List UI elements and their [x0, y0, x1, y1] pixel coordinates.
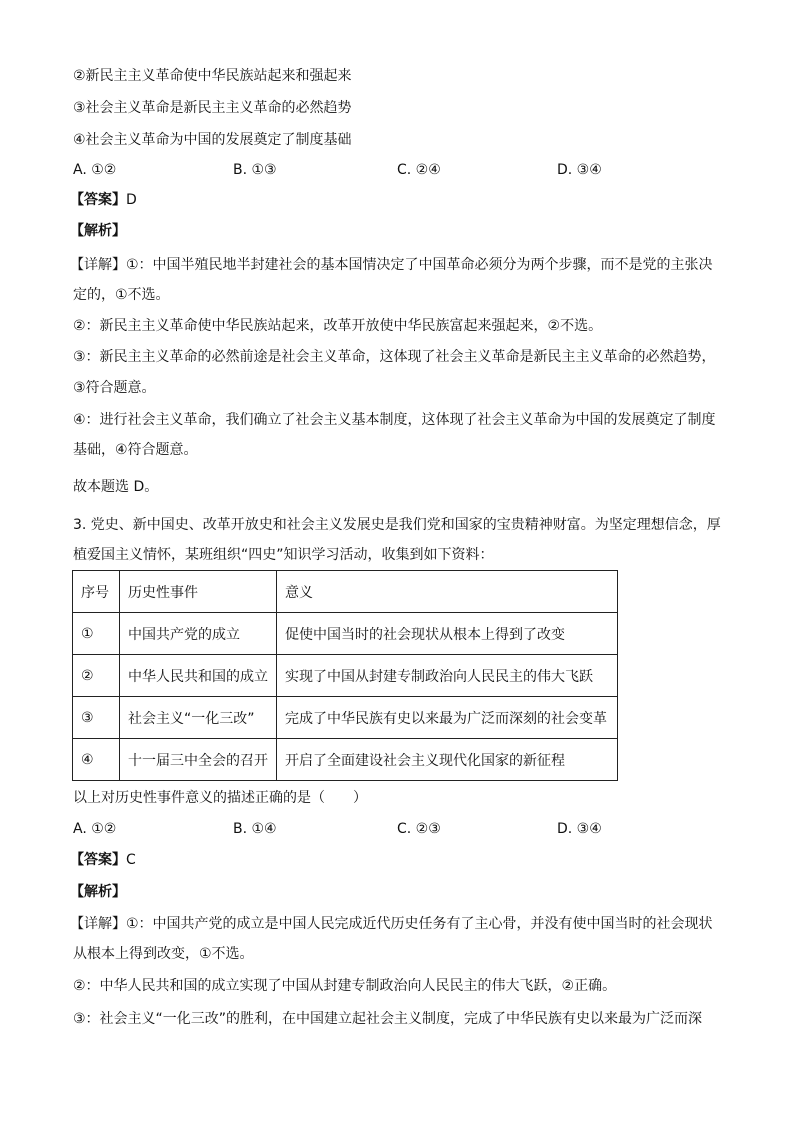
- q3-detail-line: 【详解】①：中国共产党的成立是中国人民完成近代历史任务有了主心骨，并没有使中国当时的社会现状: [70, 916, 713, 932]
- q2-option-d: D. ③④: [557, 162, 602, 178]
- table-row: [73, 655, 618, 697]
- q2-detail-line: 基础，④符合题意。: [73, 442, 198, 458]
- table-header-cell: 意义: [277, 571, 618, 613]
- q3-detail-line: ②：中华人民共和国的成立实现了中国从封建专制政治向人民民主的伟大飞跃，②正确。: [73, 978, 617, 994]
- q3-stem-line: 植爱国主义情怀，某班组织“四史”知识学习活动，收集到如下资料：: [73, 547, 494, 563]
- q2-option-b: B. ①③: [233, 162, 277, 178]
- table-header-cell: 序号: [73, 571, 120, 613]
- q2-detail-line: 【详解】①：中国半殖民地半封建社会的基本国情决定了中国革命必须分为两个步骤，而不是党的主张决: [70, 257, 713, 273]
- table-cell: ①: [73, 613, 120, 655]
- q3-answer-label: 【答案】: [70, 852, 126, 868]
- q3-answer-value: C: [126, 852, 136, 868]
- q3-option-d: D. ③④: [557, 821, 602, 837]
- q3-option-b: B. ①④: [233, 821, 277, 837]
- q2-detail-line: ④：进行社会主义革命，我们确立了社会主义基本制度，这体现了社会主义革命为中国的发展奠定了制度: [73, 412, 716, 428]
- table-cell: 促使中国当时的社会现状从根本上得到了改变: [277, 613, 618, 655]
- table-cell: 开启了全面建设社会主义现代化国家的新征程: [277, 739, 618, 781]
- table-header-row: [73, 571, 618, 613]
- q2-item-3: ③社会主义革命是新民主主义革命的必然趋势: [73, 100, 352, 116]
- q2-detail-line: 定的，①不选。: [73, 287, 170, 303]
- q2-item-2: ②新民主主义革命使中华民族站起来和强起来: [73, 68, 352, 84]
- table-row: [73, 613, 618, 655]
- q2-conclusion: 故本题选 D。: [73, 479, 159, 495]
- q2-detail-line: ②：新民主主义革命使中华民族站起来，改革开放使中华民族富起来强起来，②不选。: [73, 318, 603, 334]
- q3-option-c: C. ②③: [397, 821, 441, 837]
- q2-detail-line: ③符合题意。: [73, 380, 156, 396]
- q2-answer: [70, 190, 137, 210]
- q3-events-table: [72, 570, 618, 781]
- table-cell: 完成了中华民族有史以来最为广泛而深刻的社会变革: [277, 697, 618, 739]
- table-header-cell: 历史性事件: [120, 571, 277, 613]
- q3-option-a: A. ①②: [73, 821, 117, 837]
- table-cell: 中国共产党的成立: [120, 613, 277, 655]
- q2-detail-line: ③：新民主主义革命的必然前途是社会主义革命，这体现了社会主义革命是新民主主义革命的必然趋势，: [73, 349, 716, 365]
- q3-question: 以上对历史性事件意义的描述正确的是（ ）: [73, 790, 367, 806]
- q2-answer-value: D: [126, 192, 137, 208]
- q3-detail-line: 从根本上得到改变，①不选。: [73, 946, 254, 962]
- table-cell: 中华人民共和国的成立: [120, 655, 277, 697]
- table-cell: 实现了中国从封建专制政治向人民民主的伟大飞跃: [277, 655, 618, 697]
- table-cell: ④: [73, 739, 120, 781]
- q3-detail-line: ③：社会主义“一化三改”的胜利，在中国建立起社会主义制度，完成了中华民族有史以来最为广泛而深: [73, 1011, 703, 1027]
- q3-analysis-label: 【解析】: [70, 884, 126, 900]
- q2-analysis-label: 【解析】: [70, 223, 126, 239]
- table-cell: 十一届三中全会的召开: [120, 739, 277, 781]
- table-row: [73, 697, 618, 739]
- table-row: [73, 739, 618, 781]
- q2-item-4: ④社会主义革命为中国的发展奠定了制度基础: [73, 132, 352, 148]
- q2-option-c: C. ②④: [397, 162, 441, 178]
- table-cell: 社会主义“一化三改”: [120, 697, 277, 739]
- q3-answer: [70, 850, 136, 870]
- q2-option-a: A. ①②: [73, 162, 117, 178]
- table-cell: ③: [73, 697, 120, 739]
- q2-answer-label: 【答案】: [70, 192, 126, 208]
- table-cell: ②: [73, 655, 120, 697]
- q3-stem-line: 3. 党史、新中国史、改革开放史和社会主义发展史是我们党和国家的宝贵精神财富。为坚定理想信念，厚: [73, 517, 721, 533]
